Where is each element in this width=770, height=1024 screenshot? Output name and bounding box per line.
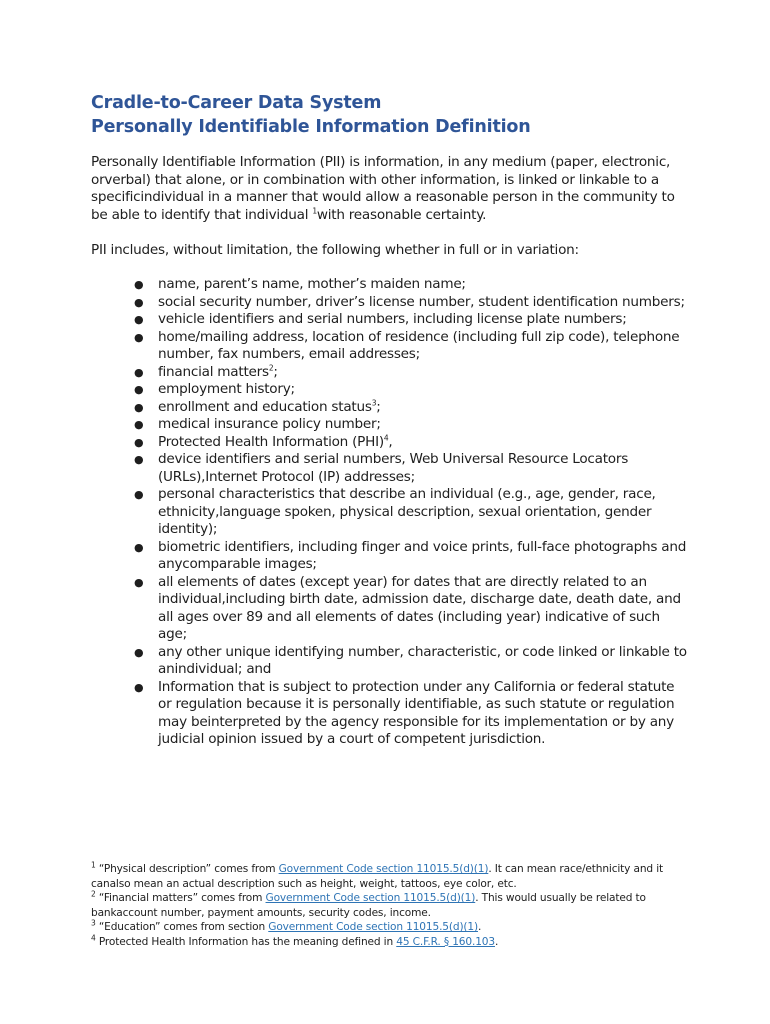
bullet-icon: ●: [134, 418, 144, 431]
list-item-text: enrollment and education status: [158, 398, 372, 415]
list-item-text: Protected Health Information (PHI): [158, 433, 384, 450]
bullet-icon: ●: [134, 645, 144, 659]
footnote-link[interactable]: Government Code section 11015.5(d)(1): [265, 892, 476, 904]
bullet-icon: ●: [134, 540, 144, 554]
footnote-text: “Financial matters” comes from: [95, 892, 266, 904]
footnote-4: [91, 932, 681, 950]
footnote-text: Protected Health Information has the meaning defined in: [95, 935, 397, 948]
list-item-text: name, parent’s name, mother’s maiden name;: [158, 276, 466, 292]
footnote-link[interactable]: Government Code section 11015.5(d)(1): [278, 863, 489, 875]
list-item-text: personal characteristics that describe an individual (e.g., age, gender, race, ethnicity,language spoken, physical description, sexual orientation, gender identity);: [158, 486, 656, 537]
list-item-text: employment history;: [158, 381, 295, 397]
footnote-ref-4[interactable]: 4: [383, 432, 389, 442]
footnote-ref-2[interactable]: 2: [268, 362, 274, 372]
list-item: [91, 574, 691, 644]
list-item: [91, 434, 691, 452]
footnote-mark: 2: [91, 889, 96, 899]
list-item: [91, 451, 691, 486]
list-item: [91, 486, 691, 539]
intro-text: Personally Identifiable Information (PII) is information, in any medium (paper, electronic, orverbal) that alone, or in combination with other information, is linked or linkable to a specificindividual in a manner that would allow a reasonable person in the community to be able to identify that individual: [91, 154, 675, 223]
list-item-punctuation: ;: [376, 398, 381, 415]
intro-text-end: with reasonable certainty.: [316, 206, 487, 223]
list-item: [91, 364, 691, 382]
footnote-3: [91, 920, 681, 935]
footnote-ref-1[interactable]: 1: [312, 205, 317, 215]
list-item-text: home/mailing address, location of residence (including full zip code), telephone number, fax numbers, email addresses;: [158, 328, 680, 362]
footnote-text: “Physical description” comes from: [95, 863, 279, 875]
footnote-2: [91, 891, 681, 920]
footnote-link[interactable]: 45 C.F.R. § 160.103: [396, 935, 495, 948]
bullet-icon: ●: [134, 575, 144, 589]
bullet-icon: ●: [134, 313, 144, 326]
document-subtitle: Personally Identifiable Information Definition: [91, 117, 531, 137]
bullet-icon: ●: [134, 295, 144, 309]
pii-list: [91, 276, 691, 749]
footnote-text-end: . It can mean race/ethnicity and it canalso mean an actual description such as height, weight, tattoos, eye color, etc.: [91, 863, 664, 890]
bullet-icon: ●: [134, 278, 144, 291]
list-item: [91, 644, 691, 679]
list-item-text: device identifiers and serial numbers, Web Universal Resource Locators (URLs),Internet Protocol (IP) addresses;: [158, 451, 629, 485]
list-item-text: vehicle identifiers and serial numbers, including license plate numbers;: [158, 311, 627, 327]
footnote-ref-3[interactable]: 3: [371, 397, 377, 407]
footnote-text-end: .: [494, 935, 499, 948]
list-item: [91, 276, 691, 294]
footnotes: [91, 862, 681, 949]
footnote-mark: 1: [91, 860, 96, 870]
list-item-text: Information that is subject to protection under any California or federal statute or regulation because it is personally identifiable, as such statute or regulation may beinterpreted by the agency responsible for its implementation or by any judicial opinion issued by a court of competent jurisdiction.: [158, 678, 675, 747]
list-item: [91, 539, 691, 574]
list-item: [91, 679, 691, 749]
list-item: [91, 416, 691, 434]
footnote-mark: 4: [91, 932, 96, 942]
footnote-text: “Education” comes from section: [95, 921, 269, 933]
list-item-text: any other unique identifying number, characteristic, or code linked or linkable to anindividual; and: [158, 643, 687, 677]
footnote-link[interactable]: Government Code section 11015.5(d)(1): [268, 921, 478, 933]
footnote-text-end: . This would usually be related to bankaccount number, payment amounts, security codes, income.: [91, 892, 646, 919]
bullet-icon: ●: [134, 330, 144, 344]
footnote-1: [91, 862, 681, 891]
bullet-icon: ●: [134, 453, 144, 466]
list-item-text: all elements of dates (except year) for dates that are directly related to an individual,including birth date, admission date, discharge date, death date, and all ages over 89 and all elements of dates (including year) indicative of such age;: [158, 573, 681, 642]
list-item-text: financial matters: [158, 363, 269, 380]
list-item: [91, 399, 691, 417]
footnote-text-end: .: [477, 921, 482, 933]
bullet-icon: ●: [134, 400, 144, 414]
intro-paragraph: [91, 154, 681, 224]
bullet-icon: ●: [134, 365, 144, 379]
list-item-text: social security number, driver’s license number, student identification numbers;: [158, 293, 685, 310]
list-item-text: biometric identifiers, including finger and voice prints, full-face photographs and anycomparable images;: [158, 538, 687, 572]
list-item: [91, 311, 691, 329]
list-item-text: medical insurance policy number;: [158, 416, 381, 432]
document-title: Cradle-to-Career Data System: [91, 93, 382, 113]
list-item: [91, 381, 691, 399]
bullet-icon: ●: [134, 488, 144, 501]
bullet-icon: ●: [134, 383, 144, 396]
pii-lead-sentence: PII includes, without limitation, the following whether in full or in variation:: [91, 242, 579, 258]
list-item: [91, 294, 691, 312]
bullet-icon: ●: [134, 435, 144, 449]
bullet-icon: ●: [134, 680, 144, 694]
list-item-punctuation: ;: [273, 363, 278, 380]
list-item: [91, 329, 691, 364]
list-item-punctuation: ,: [388, 433, 393, 450]
footnote-mark: 3: [91, 918, 96, 928]
